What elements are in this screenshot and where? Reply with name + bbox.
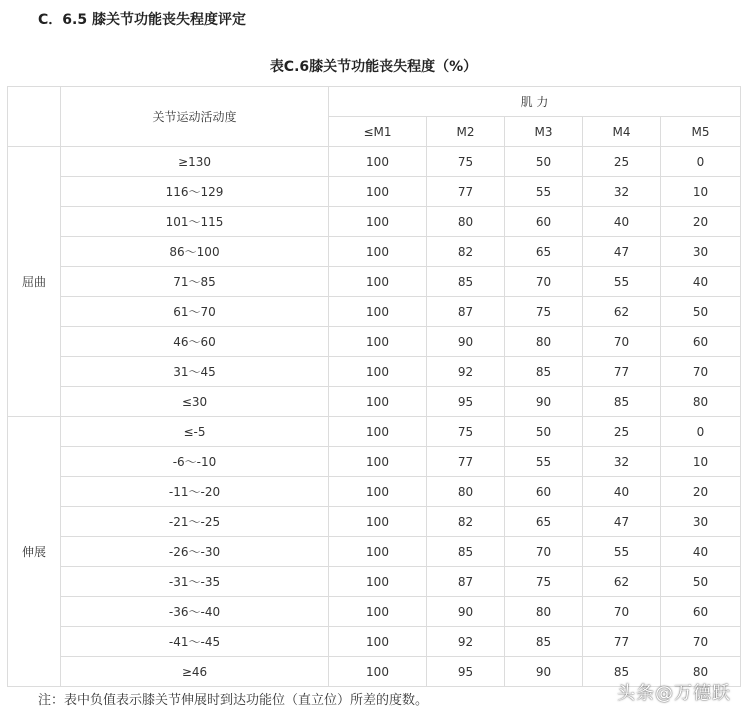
value-cell: 10 bbox=[661, 447, 741, 477]
value-cell: 62 bbox=[583, 567, 661, 597]
table-row bbox=[8, 537, 741, 567]
value-cell: 100 bbox=[329, 567, 427, 597]
value-cell: 50 bbox=[505, 417, 583, 447]
header-blank-cell bbox=[8, 87, 61, 147]
range-cell: -6～-10 bbox=[61, 447, 329, 477]
value-cell: 100 bbox=[329, 657, 427, 687]
value-cell: 100 bbox=[329, 147, 427, 177]
value-cell: 55 bbox=[583, 267, 661, 297]
range-cell: -41～-45 bbox=[61, 627, 329, 657]
value-cell: 40 bbox=[661, 537, 741, 567]
header-strength: 肌 力 bbox=[329, 87, 741, 117]
group-label: 伸展 bbox=[8, 417, 61, 687]
range-cell: -11～-20 bbox=[61, 477, 329, 507]
value-cell: 90 bbox=[505, 657, 583, 687]
table-row bbox=[8, 387, 741, 417]
range-cell: 31～45 bbox=[61, 357, 329, 387]
range-cell: -26～-30 bbox=[61, 537, 329, 567]
value-cell: 50 bbox=[661, 297, 741, 327]
value-cell: 70 bbox=[661, 357, 741, 387]
value-cell: 80 bbox=[427, 477, 505, 507]
value-cell: 92 bbox=[427, 627, 505, 657]
value-cell: 100 bbox=[329, 417, 427, 447]
range-cell: -21～-25 bbox=[61, 507, 329, 537]
value-cell: 50 bbox=[661, 567, 741, 597]
value-cell: 80 bbox=[661, 387, 741, 417]
value-cell: 80 bbox=[661, 657, 741, 687]
value-cell: 80 bbox=[505, 597, 583, 627]
range-cell: -36～-40 bbox=[61, 597, 329, 627]
value-cell: 80 bbox=[505, 327, 583, 357]
value-cell: 80 bbox=[427, 207, 505, 237]
table-row bbox=[8, 297, 741, 327]
value-cell: 40 bbox=[661, 267, 741, 297]
value-cell: 75 bbox=[427, 417, 505, 447]
value-cell: 60 bbox=[505, 477, 583, 507]
value-cell: 55 bbox=[505, 177, 583, 207]
value-cell: 95 bbox=[427, 657, 505, 687]
value-cell: 70 bbox=[505, 267, 583, 297]
value-cell: 100 bbox=[329, 507, 427, 537]
value-cell: 70 bbox=[661, 627, 741, 657]
table-row bbox=[8, 627, 741, 657]
group-label: 屈曲 bbox=[8, 147, 61, 417]
value-cell: 75 bbox=[505, 297, 583, 327]
value-cell: 82 bbox=[427, 507, 505, 537]
strength-column-header: M4 bbox=[583, 117, 661, 147]
value-cell: 20 bbox=[661, 207, 741, 237]
value-cell: 85 bbox=[427, 537, 505, 567]
header-range: 关节运动活动度 bbox=[61, 87, 329, 147]
value-cell: 65 bbox=[505, 237, 583, 267]
table-row bbox=[8, 237, 741, 267]
value-cell: 47 bbox=[583, 507, 661, 537]
table-row bbox=[8, 447, 741, 477]
value-cell: 90 bbox=[427, 597, 505, 627]
value-cell: 90 bbox=[427, 327, 505, 357]
value-cell: 100 bbox=[329, 267, 427, 297]
value-cell: 100 bbox=[329, 597, 427, 627]
value-cell: 32 bbox=[583, 447, 661, 477]
value-cell: 100 bbox=[329, 477, 427, 507]
table-row bbox=[8, 177, 741, 207]
value-cell: 100 bbox=[329, 537, 427, 567]
range-cell: 46～60 bbox=[61, 327, 329, 357]
value-cell: 100 bbox=[329, 297, 427, 327]
value-cell: 100 bbox=[329, 447, 427, 477]
section-heading: C．6.5 膝关节功能丧失程度评定 bbox=[38, 12, 246, 28]
value-cell: 70 bbox=[583, 597, 661, 627]
range-cell: -31～-35 bbox=[61, 567, 329, 597]
strength-column-header: M5 bbox=[661, 117, 741, 147]
range-cell: ≤-5 bbox=[61, 417, 329, 447]
range-cell: 101～115 bbox=[61, 207, 329, 237]
value-cell: 77 bbox=[427, 447, 505, 477]
header-row-1 bbox=[8, 87, 741, 117]
value-cell: 62 bbox=[583, 297, 661, 327]
table-note: 注：表中负值表示膝关节伸展时到达功能位（直立位）所差的度数。 bbox=[38, 693, 429, 708]
value-cell: 85 bbox=[427, 267, 505, 297]
value-cell: 87 bbox=[427, 567, 505, 597]
table-caption: 表C.6膝关节功能丧失程度（%） bbox=[269, 59, 478, 75]
value-cell: 60 bbox=[661, 597, 741, 627]
table-row bbox=[8, 267, 741, 297]
value-cell: 70 bbox=[583, 327, 661, 357]
table-row bbox=[8, 207, 741, 237]
value-cell: 100 bbox=[329, 387, 427, 417]
value-cell: 60 bbox=[505, 207, 583, 237]
value-cell: 25 bbox=[583, 147, 661, 177]
value-cell: 85 bbox=[505, 357, 583, 387]
value-cell: 60 bbox=[661, 327, 741, 357]
table-row bbox=[8, 417, 741, 447]
table-row bbox=[8, 357, 741, 387]
value-cell: 100 bbox=[329, 627, 427, 657]
value-cell: 85 bbox=[583, 657, 661, 687]
value-cell: 85 bbox=[505, 627, 583, 657]
range-cell: 86～100 bbox=[61, 237, 329, 267]
watermark: 头条@万德跃 bbox=[617, 683, 731, 704]
table-row bbox=[8, 147, 741, 177]
value-cell: 100 bbox=[329, 177, 427, 207]
table-row bbox=[8, 597, 741, 627]
value-cell: 75 bbox=[505, 567, 583, 597]
value-cell: 20 bbox=[661, 477, 741, 507]
value-cell: 100 bbox=[329, 357, 427, 387]
value-cell: 100 bbox=[329, 327, 427, 357]
range-cell: ≥46 bbox=[61, 657, 329, 687]
value-cell: 32 bbox=[583, 177, 661, 207]
value-cell: 90 bbox=[505, 387, 583, 417]
value-cell: 82 bbox=[427, 237, 505, 267]
value-cell: 77 bbox=[427, 177, 505, 207]
value-cell: 77 bbox=[583, 357, 661, 387]
value-cell: 100 bbox=[329, 207, 427, 237]
value-cell: 92 bbox=[427, 357, 505, 387]
value-cell: 0 bbox=[661, 147, 741, 177]
range-cell: 116～129 bbox=[61, 177, 329, 207]
value-cell: 47 bbox=[583, 237, 661, 267]
table-row bbox=[8, 507, 741, 537]
range-cell: ≤30 bbox=[61, 387, 329, 417]
range-cell: 61～70 bbox=[61, 297, 329, 327]
value-cell: 85 bbox=[583, 387, 661, 417]
value-cell: 0 bbox=[661, 417, 741, 447]
strength-column-header: ≤M1 bbox=[329, 117, 427, 147]
value-cell: 70 bbox=[505, 537, 583, 567]
value-cell: 40 bbox=[583, 207, 661, 237]
strength-column-header: M3 bbox=[505, 117, 583, 147]
table-row bbox=[8, 327, 741, 357]
table-body bbox=[8, 87, 741, 687]
value-cell: 25 bbox=[583, 417, 661, 447]
value-cell: 95 bbox=[427, 387, 505, 417]
value-cell: 10 bbox=[661, 177, 741, 207]
table-row bbox=[8, 477, 741, 507]
value-cell: 30 bbox=[661, 237, 741, 267]
knee-function-loss-table bbox=[7, 86, 741, 687]
value-cell: 100 bbox=[329, 237, 427, 267]
value-cell: 75 bbox=[427, 147, 505, 177]
strength-column-header: M2 bbox=[427, 117, 505, 147]
value-cell: 87 bbox=[427, 297, 505, 327]
value-cell: 77 bbox=[583, 627, 661, 657]
table-row bbox=[8, 567, 741, 597]
value-cell: 55 bbox=[505, 447, 583, 477]
value-cell: 55 bbox=[583, 537, 661, 567]
value-cell: 40 bbox=[583, 477, 661, 507]
range-cell: 71～85 bbox=[61, 267, 329, 297]
value-cell: 50 bbox=[505, 147, 583, 177]
value-cell: 65 bbox=[505, 507, 583, 537]
value-cell: 30 bbox=[661, 507, 741, 537]
range-cell: ≥130 bbox=[61, 147, 329, 177]
